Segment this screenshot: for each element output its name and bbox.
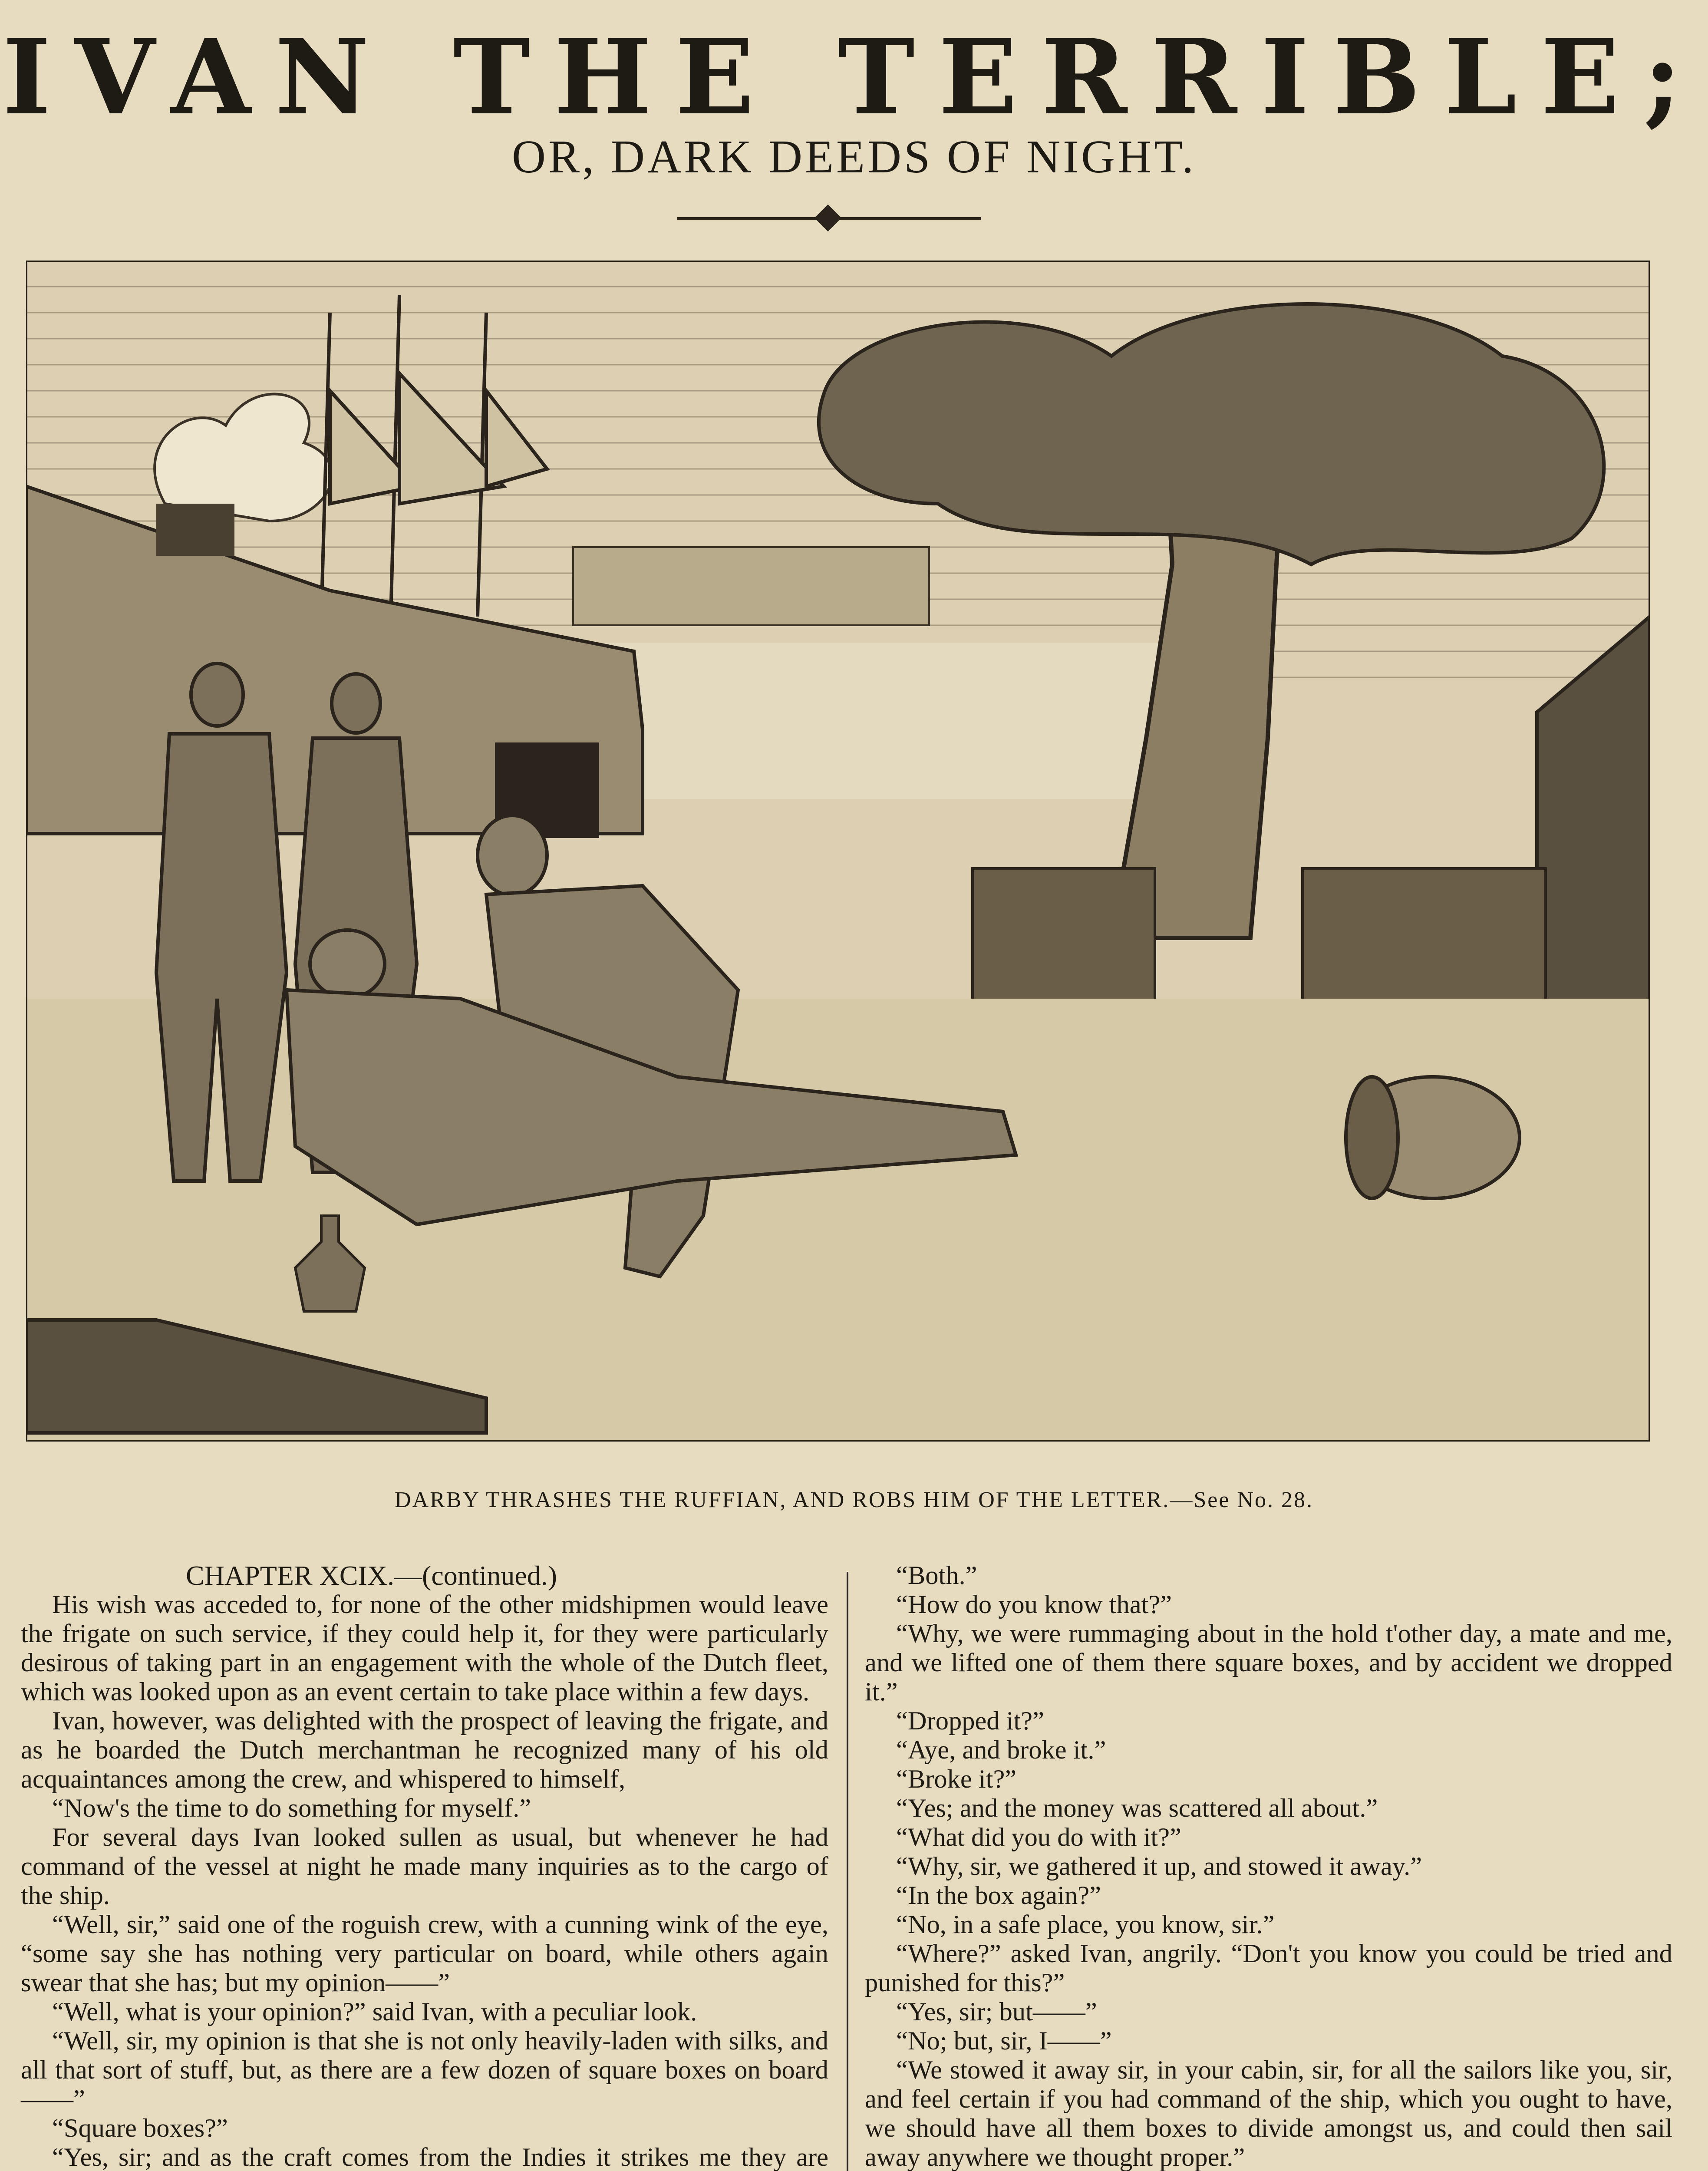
article-column-left [21, 1561, 828, 2171]
paragraph: “Aye, and broke it.” [896, 1735, 1106, 1765]
hut-chimney [156, 504, 234, 556]
paragraph: “Well, what is your opinion?” said Ivan, with a peculiar look. [52, 1997, 697, 2026]
paragraph: “What did you do with it?” [896, 1823, 1181, 1852]
paragraph: “Now's the time to do something for myself.” [52, 1794, 531, 1823]
rule-diamond-ornament [814, 205, 841, 231]
paragraph: Ivan, however, was delighted with the prospect of leaving the frigate, and as he boarded the Dutch merchantman he recognized many of his old acquaintances among the crew, and whispered to himself, [21, 1706, 828, 1794]
paragraph: His wish was acceded to, for none of the other midshipmen would leave the frigate on such service, if they could help it, for they were particularly desirous of taking part in an engagement with the whole of the Dutch fleet, which was looked upon as an event certain to take place within a few days. [21, 1590, 828, 1706]
paragraph: “No, in a safe place, you know, sir.” [896, 1910, 1275, 1939]
paragraph: “Dropped it?” [896, 1706, 1044, 1735]
paragraph: “Yes, sir; and as the craft comes from the Indies it strikes me they are [52, 2143, 828, 2171]
paragraph: “Why, we were rummaging about in the hold t'other day, a mate and me, and we lifted one of them there square boxes, and by accident we dropped it.” [865, 1619, 1672, 1706]
paragraph: “Where?” asked Ivan, angrily. “Don't you know you could be tried and punished for this?” [865, 1939, 1672, 1997]
page-title: IVAN THE TERRIBLE; [2, 17, 1705, 138]
paragraph: “Yes; and the money was scattered all about.” [896, 1794, 1378, 1823]
paragraph: “Yes, sir; but——” [896, 1997, 1097, 2026]
page-subtitle: OR, DARK DEEDS OF NIGHT. [511, 131, 1196, 183]
distant-town [573, 547, 929, 625]
engraving-illustration [26, 261, 1650, 1442]
paragraph: “Well, sir, my opinion is that she is not only heavily-laden with silks, and all that sort of stuff, but, as there are a few dozen of square boxes on board——” [21, 2026, 828, 2114]
barrel [1346, 1077, 1520, 1198]
paragraph: “Both.” [896, 1561, 977, 1590]
paragraph: “Why, sir, we gathered it up, and stowed it away.” [896, 1852, 1422, 1881]
paragraph: “We stowed it away sir, in your cabin, sir, for all the sailors like you, sir, and feel certain if you had command of the ship, which you ought to have, we should have all them boxes to divide amongst us, and could then sail away anywhere we thought proper.” [865, 2056, 1672, 2171]
paragraph: “Square boxes?” [52, 2114, 228, 2143]
article-column-right [865, 1561, 1672, 2171]
chapter-heading: CHAPTER XCIX.—(continued.) [186, 1560, 557, 1591]
paragraph: “In the box again?” [896, 1881, 1101, 1910]
paragraph: For several days Ivan looked sullen as usual, but whenever he had command of the vessel at night he made many inquiries as to the cargo of the ship. [21, 1823, 828, 1910]
paragraph: “How do you know that?” [896, 1590, 1172, 1619]
column-divider [847, 1572, 848, 2171]
illustration-caption: DARBY THRASHES THE RUFFIAN, AND ROBS HIM OF THE LETTER.—See No. 28. [395, 1488, 1313, 1512]
paragraph: “Broke it?” [896, 1765, 1017, 1794]
paragraph: “No; but, sir, I——” [896, 2026, 1112, 2056]
paragraph: “Well, sir,” said one of the roguish crew, with a cunning wink of the eye, “some say she has nothing very particular on board, while others again swear that she has; but my opinion——” [21, 1910, 828, 1997]
